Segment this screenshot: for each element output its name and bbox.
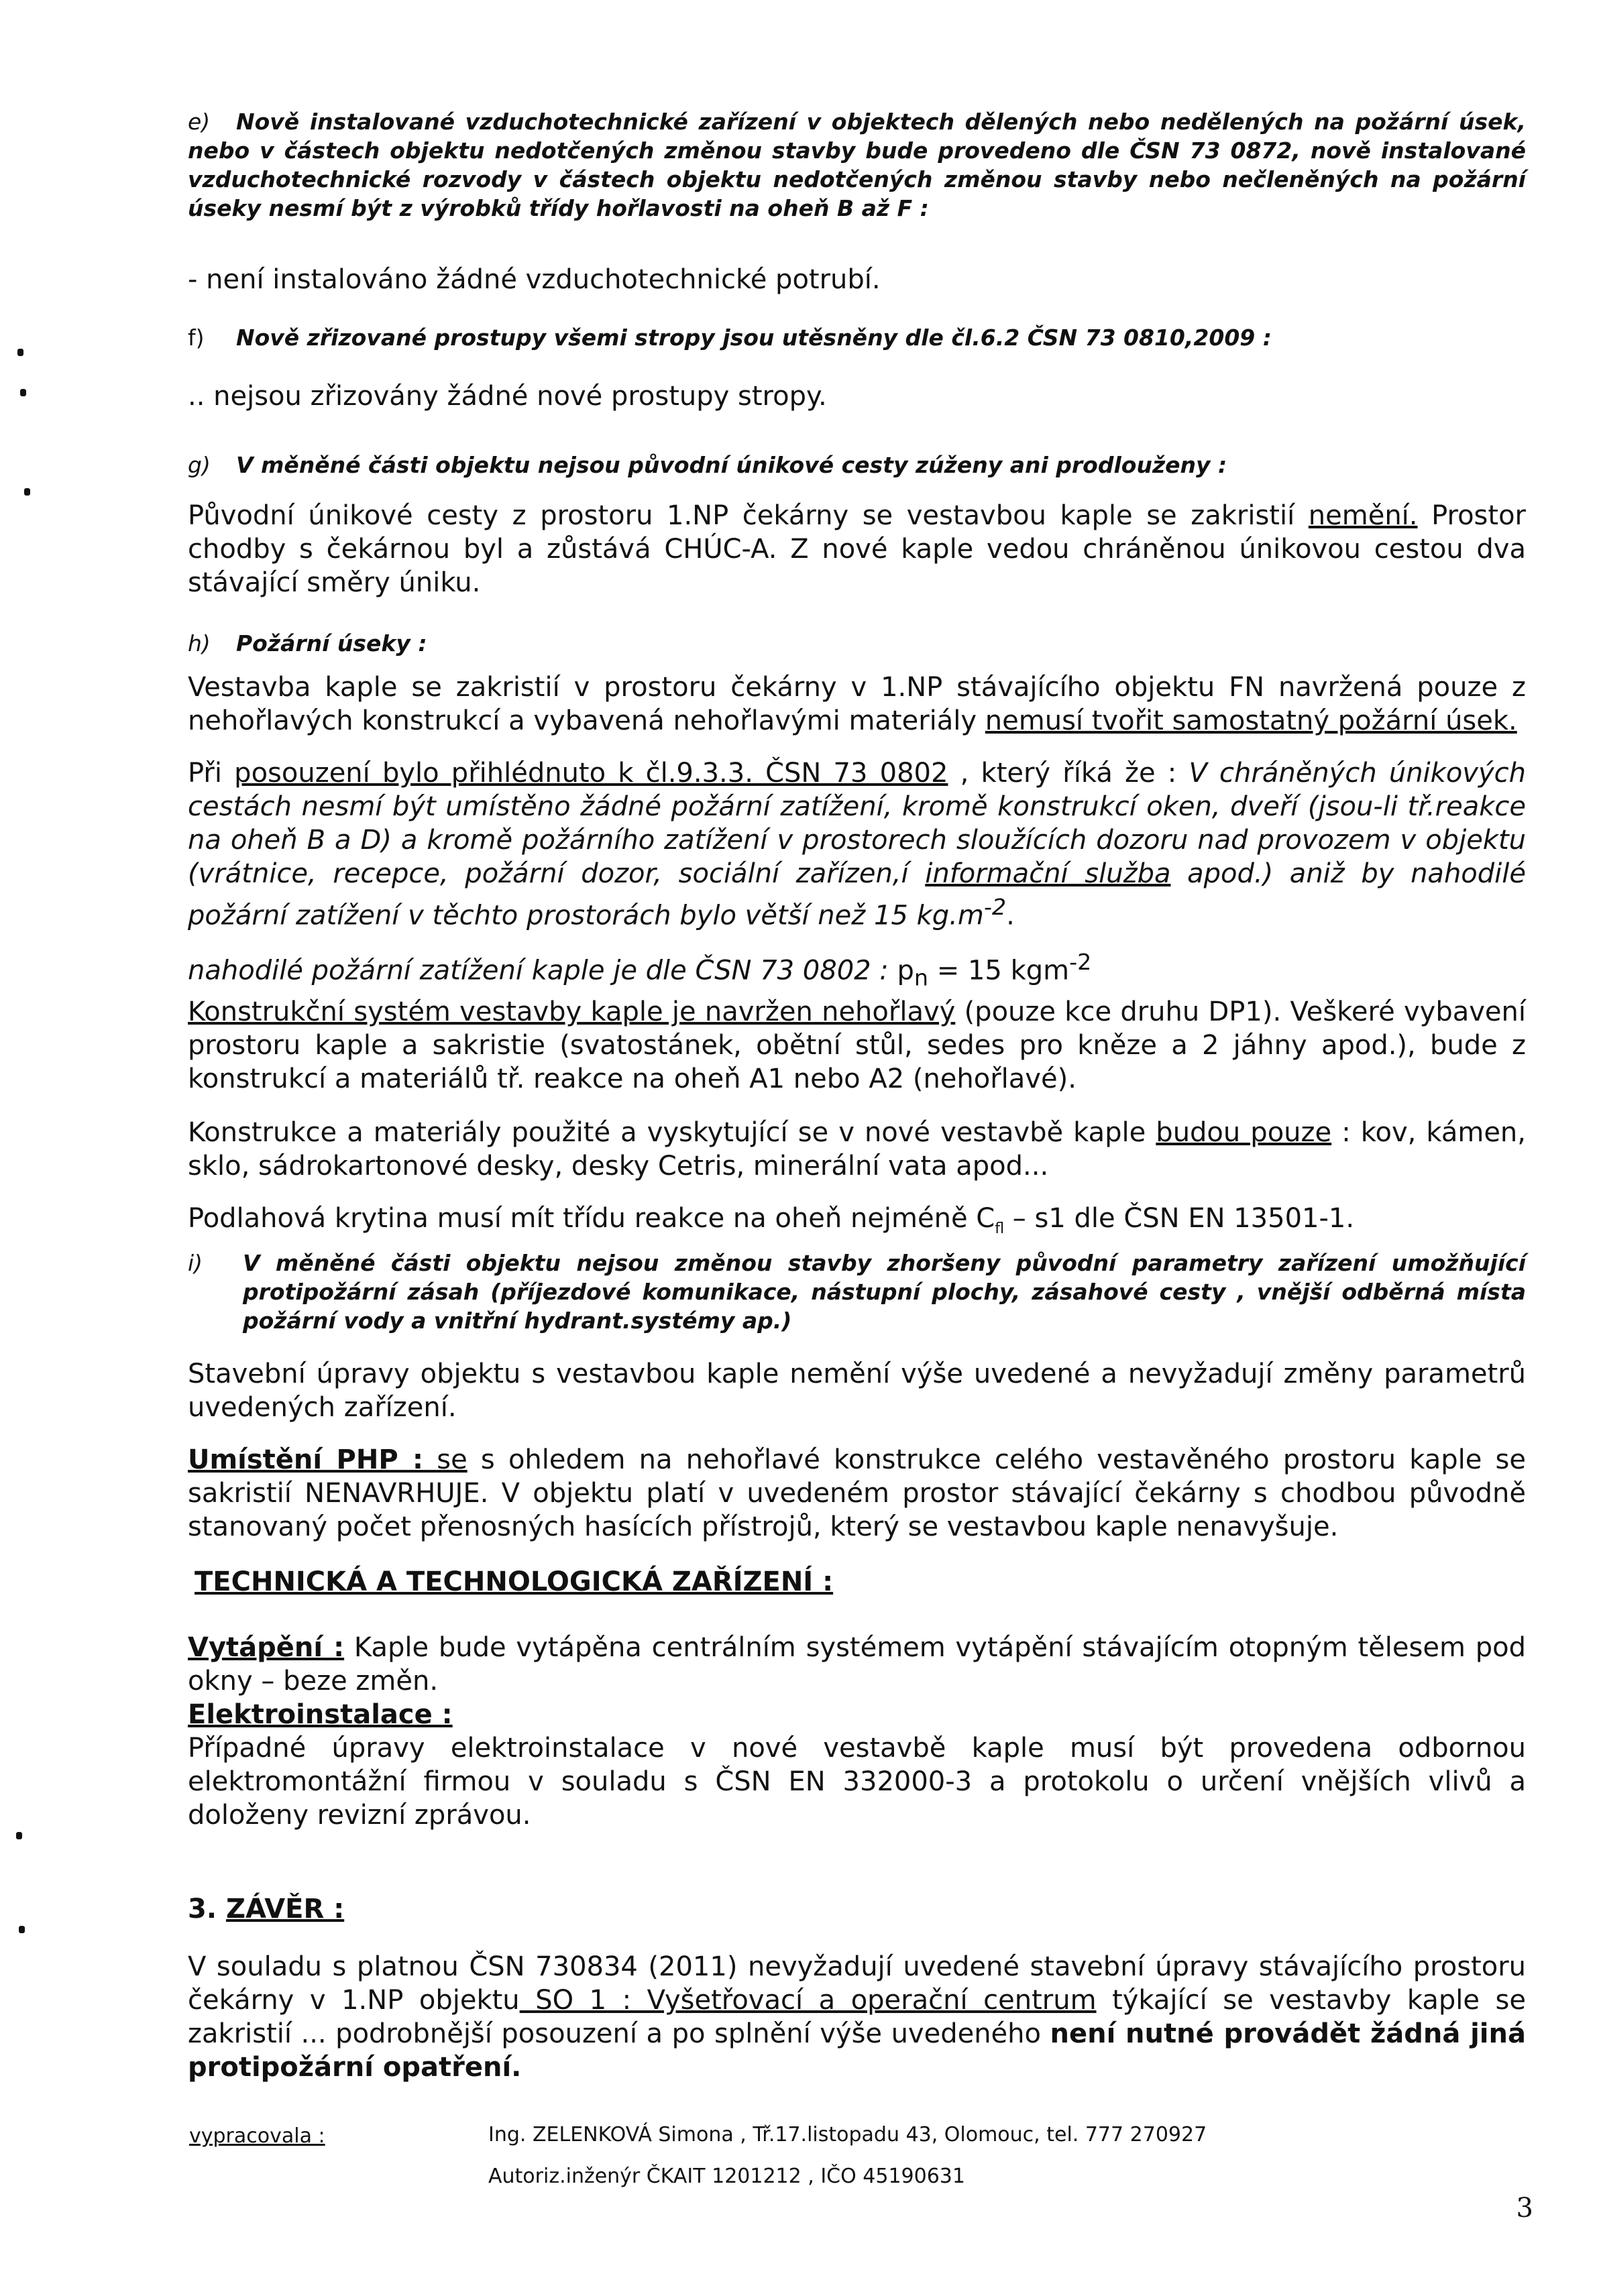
section-f-letter: f) [188,325,205,351]
text-part: . [1006,900,1015,931]
scan-speck [24,488,30,496]
text-part: = 15 kgm [928,955,1070,986]
section-h-heading [188,629,1526,658]
section-h-paragraph-3 [188,945,1526,994]
scan-speck [19,1926,25,1933]
text-part: , který říká že : [948,758,1189,789]
section-i-heading-text: V měněné části objektu nejsou změnou stavby zhoršeny původní parametry zařízení umožňující protipožární zásah (příjezdové komunikace, nástupní plochy, zásahové cesty , vnější odběrná místa požární vody a vnitřní hydrant.systémy ap.) [243,1250,1526,1334]
underlined-text: nemusí tvořit samostatný požární úsek. [985,705,1517,736]
footer-author: Ing. ZELENKOVÁ Simona , Tř.17.listopadu 43, Olomouc, tel. 777 270927 [488,2123,1207,2146]
footer-authorization: Autoriz.inženýr ČKAIT 1201212 , IČO 45190631 [488,2165,965,2188]
section-i-paragraph-1: Stavební úpravy objektu s vestavbou kaple nemění výše uvedené a nevyžadují změny parametrů uvedených zařízení. [188,1359,1526,1423]
section-g-heading [188,451,1526,479]
footer-label: vypracovala : [189,2124,325,2148]
text-part: Při [188,758,235,789]
section-g-text-part: Prostor chodby s čekárnou byl a zůstává CHÚC-A. Z nové kaple vedou chráněnou únikovou cestou dva stávající směry úniku. [188,500,1526,598]
section-e-heading [188,107,1526,223]
subscript: n [914,964,929,991]
tech-heading-text: TECHNICKÁ A TECHNOLOGICKÁ ZAŘÍZENÍ : [195,1566,834,1597]
italic-quote: apod.) aniž by nahodilé požární zatížení v těchto prostorách bylo větší než 15 kg.m [188,858,1526,931]
heating-text: Kaple bude vytápěna centrálním systémem vytápění stávajícím otopným tělesem pod okny – beze změn. [188,1632,1526,1697]
section-i-letter: i) [188,1250,203,1276]
section-h-paragraph-1 [188,671,1526,738]
section-f-heading [188,323,1526,352]
underlined-text: Konstrukční systém vestavby kaple je navržen nehořlavý [188,996,956,1027]
section-h-heading-text: Požární úseky : [236,630,427,656]
section-e-heading-text: Nově instalované vzduchotechnické zařízení v objektech dělených nebo nedělených na požární úsek, nebo v částech objektu nedotčených změnou stavby bude provedeno dle ČSN 73 0872, nově instalované vzduchotechnické rozvody v částech objektu nedotčených změnou stavby nebo nečleněných na požární úseky nesmí být z výrobků třídy hořlavosti na oheň B až F : [188,109,1526,221]
section-f-text: .. nejsou zřizovány žádné nové prostupy stropy. [188,381,827,412]
section-g-heading-text: V měněné části objektu nejsou původní únikové cesty zúženy ani prodlouženy : [236,452,1227,478]
section-f-heading-text: Nově zřizované prostupy všemi stropy jsou utěsněny dle čl.6.2 ČSN 73 0810,2009 : [236,325,1272,351]
text-part: Vestavba kaple se zakristií v prostoru čekárny v 1.NP stávajícího objektu FN navržená pouze z nehořlavých konstrukcí a vybavená nehořlavými materiály [188,672,1526,736]
section-i-paragraph-2 [188,1443,1526,1544]
section-e-text: - není instalováno žádné vzduchotechnické potrubí. [188,264,881,295]
section-g-underlined: nemění. [1308,500,1418,531]
heating-label: Vytápění : [188,1632,345,1663]
bold-text: není nutné provádět žádná jiná protipožární opatření. [188,2018,1526,2083]
text-part: V souladu s platnou ČSN 730834 (2011) nevyžadují uvedené stavební úpravy stávajícího prostoru čekárny v 1.NP objektu [188,1951,1526,2016]
italic-quote: V chráněných únikových cestách nesmí být umístěno žádné požární zatížení, kromě konstrukcí oken, dveří (jsou-li tř.reakce na oheň B a D) a kromě požárního zatížení v prostorech sloužících dozoru nad provozem v objektu (vrátnice, recepce, požární dozor, sociální zařízen,í [188,758,1526,889]
section-h-paragraph-6 [188,1202,1526,1246]
text-part: Podlahová krytina musí mít třídu reakce na oheň nejméně C [188,1203,995,1234]
electro-label: Elektroinstalace : [188,1699,453,1730]
underlined-text: se [423,1444,467,1475]
subscript: fl [995,1220,1005,1237]
superscript: -2 [1069,949,1092,975]
text-part: týkající se vestavby kaple se zakristií ... podrobnější posouzení a po splnění výše uvedeného [188,1985,1526,2049]
text-part: p [897,955,914,986]
text-part: Konstrukce a materiály použité a vyskytující se v nové vestavbě kaple [188,1117,1156,1148]
conclusion-heading-text: ZÁVĚR : [225,1894,345,1925]
page-number: 3 [1516,2193,1533,2224]
italic-text: nahodilé požární zatížení kaple je dle ČSN 73 0802 : [188,955,897,986]
heating-paragraph [188,1631,1526,1698]
scan-speck [16,1832,22,1839]
tech-heading [195,1565,1533,1599]
section-g-text [188,499,1526,599]
text-part: s ohledem na nehořlavé konstrukce celého vestavěného prostoru kaple se sakristií NENAVRHUJE. V objektu platí v uvedeném prostor stávající čekárny s chodbou původně stanovaný počet přenosných hasících přístrojů, který se vestavbou kaple nenavyšuje. [188,1444,1526,1542]
text-part: (pouze kce druhu DP1). Veškeré vybavení prostoru kaple a sakristie (svatostánek, obětní stůl, sedes pro kněze a 2 jáhny apod.), bude z konstrukcí a materiálů tř. reakce na oheň A1 nebo A2 (nehořlavé). [188,996,1526,1094]
scan-speck [17,349,23,356]
section-h-letter: h) [188,630,211,656]
conclusion-heading [188,1892,1526,1926]
section-e-letter: e) [188,109,211,135]
section-h-paragraph-5 [188,1116,1526,1183]
section-i-heading [188,1249,1526,1335]
text-part: : kov, kámen, sklo, sádrokartonové desky, desky Cetris, minerální vata apod... [188,1117,1526,1182]
underlined-italic: informační služba [925,858,1171,889]
conclusion-paragraph [188,1950,1526,2084]
php-label: Umístění PHP : [188,1444,424,1475]
section-h-paragraph-2 [188,756,1526,932]
scan-speck [20,389,26,396]
underlined-text: posouzení bylo přihlédnuto k čl.9.3.3. ČSN 73 0802 [234,758,948,789]
section-g-text-part: Původní únikové cesty z prostoru 1.NP čekárny se vestavbou kaple se zakristií [188,500,1309,531]
text-part: – s1 dle ČSN EN 13501-1. [1004,1203,1355,1234]
section-g-letter: g) [188,452,211,478]
section-h-paragraph-4 [188,995,1526,1096]
electro-label-line [188,1698,1526,1731]
conclusion-number: 3. [188,1894,226,1925]
underlined-text: SO 1 : Vyšetřovací a operační centrum [519,1985,1097,2016]
underlined-text: budou pouze [1156,1117,1332,1148]
superscript: -2 [983,894,1007,920]
electro-paragraph: Případné úpravy elektroinstalace v nové vestavbě kaple musí být provedena odbornou elektromontážní firmou v souladu s ČSN EN 332000-3 a protokolu o určení vnějších vlivů a doloženy revizní zprávou. [188,1733,1526,1831]
